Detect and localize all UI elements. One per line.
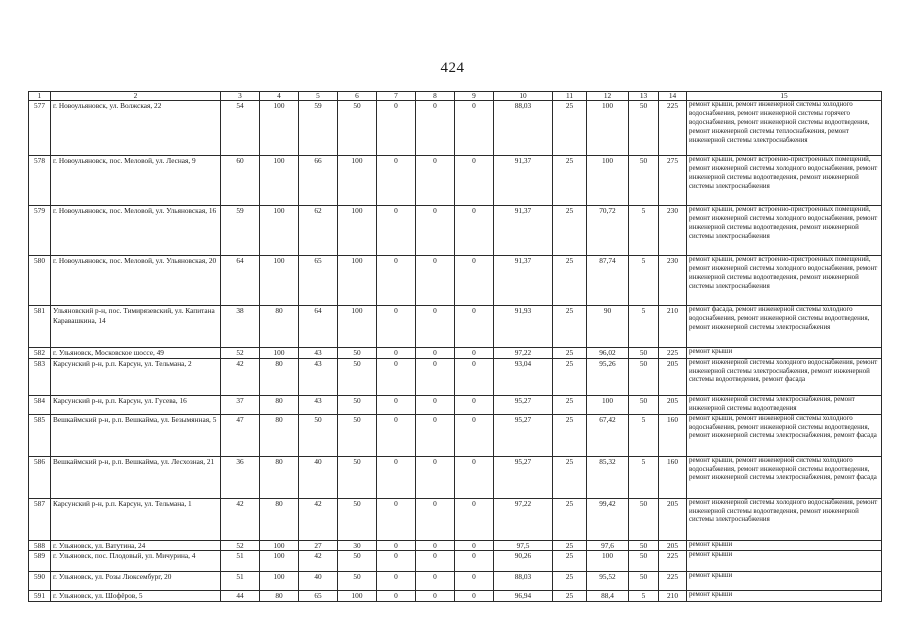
value-cell-col7: 0: [377, 551, 416, 572]
table-row: [29, 395, 882, 414]
value-cell-col14: 275: [659, 156, 687, 206]
value-cell-col12: 100: [587, 156, 629, 206]
value-cell-col3: 51: [221, 572, 260, 591]
value-cell-col7: 0: [377, 540, 416, 551]
value-cell-col3: 64: [221, 256, 260, 306]
table-row: [29, 306, 882, 348]
value-cell-col8: 0: [416, 256, 455, 306]
value-cell-col4: 80: [260, 358, 299, 395]
value-cell-col6: 50: [338, 395, 377, 414]
row-number: 580: [29, 256, 51, 306]
address-cell: г. Ульяновск, ул. Ватутина, 24: [51, 540, 221, 551]
value-cell-col3: 51: [221, 551, 260, 572]
column-header: 15: [687, 92, 882, 101]
value-cell-col4: 100: [260, 551, 299, 572]
works-cell: ремонт инженерной системы электроснабжения, ремонт инженерной системы водоотведения: [687, 395, 882, 414]
value-cell-col12: 95,26: [587, 358, 629, 395]
value-cell-col8: 0: [416, 591, 455, 602]
value-cell-col11: 25: [553, 395, 587, 414]
value-cell-col10: 95,27: [494, 395, 553, 414]
value-cell-col13: 50: [629, 156, 659, 206]
page-number: 424: [440, 60, 465, 76]
value-cell-col10: 88,03: [494, 101, 553, 156]
value-cell-col10: 91,37: [494, 206, 553, 256]
works-cell: ремонт инженерной системы холодного водоснабжения, ремонт инженерной системы электроснабжения, ремонт инженерной системы водоотведения, ремонт фасада: [687, 358, 882, 395]
value-cell-col8: 0: [416, 156, 455, 206]
value-cell-col11: 25: [553, 256, 587, 306]
value-cell-col12: 67,42: [587, 414, 629, 456]
value-cell-col3: 47: [221, 414, 260, 456]
works-cell: ремонт крыши, ремонт встроенно-пристроенных помещений, ремонт инженерной системы холодного водоснабжения, ремонт инженерной системы водоотведения, ремонт инженерной системы электроснабжения: [687, 256, 882, 306]
column-header: 2: [51, 92, 221, 101]
value-cell-col5: 42: [299, 498, 338, 540]
value-cell-col14: 205: [659, 395, 687, 414]
row-number: 589: [29, 551, 51, 572]
address-cell: Карсунский р-н, р.п. Карсун, ул. Тельмана, 1: [51, 498, 221, 540]
value-cell-col12: 87,74: [587, 256, 629, 306]
value-cell-col10: 91,37: [494, 156, 553, 206]
value-cell-col11: 25: [553, 348, 587, 359]
table-row: [29, 540, 882, 551]
value-cell-col5: 43: [299, 348, 338, 359]
value-cell-col8: 0: [416, 498, 455, 540]
value-cell-col5: 42: [299, 551, 338, 572]
table-row: [29, 256, 882, 306]
address-cell: г. Новоульяновск, пос. Меловой, ул. Лесная, 9: [51, 156, 221, 206]
row-number: 582: [29, 348, 51, 359]
value-cell-col14: 160: [659, 456, 687, 498]
value-cell-col3: 59: [221, 206, 260, 256]
row-number: 587: [29, 498, 51, 540]
column-header: 6: [338, 92, 377, 101]
address-cell: Карсунский р-н, р.п. Карсун, ул. Тельмана, 2: [51, 358, 221, 395]
value-cell-col4: 80: [260, 414, 299, 456]
value-cell-col11: 25: [553, 101, 587, 156]
works-cell: ремонт крыши: [687, 572, 882, 591]
value-cell-col14: 225: [659, 348, 687, 359]
value-cell-col3: 36: [221, 456, 260, 498]
value-cell-col4: 80: [260, 498, 299, 540]
column-header: 3: [221, 92, 260, 101]
works-cell: ремонт крыши, ремонт инженерной системы холодного водоснабжения, ремонт инженерной системы горячего водоснабжения, ремонт инженерной системы водоотведения, ремонт инженерной системы теплоснабжения, ремонт инженерной системы электроснабжения: [687, 101, 882, 156]
value-cell-col5: 59: [299, 101, 338, 156]
value-cell-col7: 0: [377, 591, 416, 602]
value-cell-col4: 100: [260, 348, 299, 359]
value-cell-col12: 90: [587, 306, 629, 348]
value-cell-col10: 93,04: [494, 358, 553, 395]
address-cell: Ульяновский р-н, пос. Тимирязевский, ул. Капитана Каравашкина, 14: [51, 306, 221, 348]
value-cell-col6: 50: [338, 551, 377, 572]
row-number: 590: [29, 572, 51, 591]
row-number: 591: [29, 591, 51, 602]
row-number: 579: [29, 206, 51, 256]
column-header: 5: [299, 92, 338, 101]
value-cell-col6: 50: [338, 348, 377, 359]
value-cell-col4: 80: [260, 306, 299, 348]
address-cell: г. Ульяновск, Московское шоссе, 49: [51, 348, 221, 359]
column-header: 12: [587, 92, 629, 101]
value-cell-col9: 0: [455, 456, 494, 498]
value-cell-col3: 60: [221, 156, 260, 206]
column-header: 1: [29, 92, 51, 101]
value-cell-col4: 100: [260, 256, 299, 306]
value-cell-col7: 0: [377, 414, 416, 456]
value-cell-col13: 5: [629, 456, 659, 498]
value-cell-col6: 50: [338, 414, 377, 456]
value-cell-col11: 25: [553, 498, 587, 540]
value-cell-col12: 100: [587, 101, 629, 156]
value-cell-col5: 43: [299, 358, 338, 395]
column-header: 8: [416, 92, 455, 101]
table-body: [29, 101, 882, 602]
value-cell-col7: 0: [377, 206, 416, 256]
value-cell-col10: 90,26: [494, 551, 553, 572]
row-number: 586: [29, 456, 51, 498]
value-cell-col4: 80: [260, 456, 299, 498]
value-cell-col8: 0: [416, 101, 455, 156]
value-cell-col5: 66: [299, 156, 338, 206]
column-header: 7: [377, 92, 416, 101]
row-number: 578: [29, 156, 51, 206]
works-cell: ремонт крыши, ремонт встроенно-пристроенных помещений, ремонт инженерной системы холодного водоснабжения, ремонт инженерной системы водоотведения, ремонт инженерной системы электроснабжения: [687, 206, 882, 256]
value-cell-col3: 42: [221, 498, 260, 540]
value-cell-col13: 5: [629, 591, 659, 602]
value-cell-col8: 0: [416, 348, 455, 359]
value-cell-col14: 225: [659, 572, 687, 591]
value-cell-col13: 50: [629, 358, 659, 395]
value-cell-col11: 25: [553, 306, 587, 348]
value-cell-col4: 100: [260, 206, 299, 256]
column-header: 11: [553, 92, 587, 101]
value-cell-col14: 210: [659, 306, 687, 348]
table-row: [29, 498, 882, 540]
value-cell-col12: 97,6: [587, 540, 629, 551]
column-header: 10: [494, 92, 553, 101]
value-cell-col7: 0: [377, 572, 416, 591]
value-cell-col11: 25: [553, 540, 587, 551]
value-cell-col9: 0: [455, 498, 494, 540]
column-header: 13: [629, 92, 659, 101]
value-cell-col9: 0: [455, 540, 494, 551]
value-cell-col14: 205: [659, 358, 687, 395]
value-cell-col12: 85,32: [587, 456, 629, 498]
table-row: [29, 101, 882, 156]
value-cell-col7: 0: [377, 156, 416, 206]
value-cell-col6: 100: [338, 591, 377, 602]
works-cell: ремонт крыши: [687, 348, 882, 359]
table-row: [29, 206, 882, 256]
address-cell: г. Новоульяновск, ул. Волжская, 22: [51, 101, 221, 156]
value-cell-col4: 80: [260, 591, 299, 602]
column-header: 14: [659, 92, 687, 101]
value-cell-col10: 95,27: [494, 414, 553, 456]
value-cell-col7: 0: [377, 456, 416, 498]
works-cell: ремонт инженерной системы холодного водоснабжения, ремонт инженерной системы водоотведения, ремонт инженерной системы электроснабжения: [687, 498, 882, 540]
value-cell-col8: 0: [416, 551, 455, 572]
capital-repair-table: [28, 91, 882, 602]
value-cell-col10: 96,94: [494, 591, 553, 602]
value-cell-col4: 80: [260, 395, 299, 414]
value-cell-col10: 95,27: [494, 456, 553, 498]
value-cell-col13: 5: [629, 206, 659, 256]
value-cell-col10: 97,22: [494, 348, 553, 359]
value-cell-col11: 25: [553, 156, 587, 206]
address-cell: Вешкаймский р-н, р.п. Вешкайма, ул. Лесхозная, 21: [51, 456, 221, 498]
value-cell-col8: 0: [416, 572, 455, 591]
value-cell-col8: 0: [416, 395, 455, 414]
value-cell-col7: 0: [377, 306, 416, 348]
value-cell-col9: 0: [455, 101, 494, 156]
value-cell-col13: 50: [629, 101, 659, 156]
table-row: [29, 348, 882, 359]
table-row: [29, 456, 882, 498]
value-cell-col4: 100: [260, 101, 299, 156]
value-cell-col12: 100: [587, 395, 629, 414]
value-cell-col8: 0: [416, 414, 455, 456]
value-cell-col12: 99,42: [587, 498, 629, 540]
value-cell-col9: 0: [455, 206, 494, 256]
value-cell-col6: 100: [338, 256, 377, 306]
value-cell-col11: 25: [553, 572, 587, 591]
value-cell-col9: 0: [455, 551, 494, 572]
value-cell-col11: 25: [553, 206, 587, 256]
value-cell-col7: 0: [377, 256, 416, 306]
value-cell-col13: 50: [629, 348, 659, 359]
works-cell: ремонт крыши: [687, 551, 882, 572]
value-cell-col8: 0: [416, 540, 455, 551]
value-cell-col14: 205: [659, 498, 687, 540]
table-row: [29, 358, 882, 395]
value-cell-col6: 50: [338, 498, 377, 540]
value-cell-col11: 25: [553, 591, 587, 602]
value-cell-col13: 5: [629, 414, 659, 456]
value-cell-col3: 54: [221, 101, 260, 156]
row-number: 585: [29, 414, 51, 456]
value-cell-col4: 100: [260, 540, 299, 551]
value-cell-col5: 40: [299, 572, 338, 591]
value-cell-col10: 91,93: [494, 306, 553, 348]
value-cell-col8: 0: [416, 206, 455, 256]
works-cell: ремонт крыши: [687, 591, 882, 602]
value-cell-col14: 210: [659, 591, 687, 602]
column-header: 9: [455, 92, 494, 101]
value-cell-col9: 0: [455, 591, 494, 602]
value-cell-col11: 25: [553, 456, 587, 498]
value-cell-col11: 25: [553, 414, 587, 456]
value-cell-col12: 100: [587, 551, 629, 572]
value-cell-col14: 225: [659, 551, 687, 572]
value-cell-col9: 0: [455, 156, 494, 206]
value-cell-col5: 62: [299, 206, 338, 256]
value-cell-col13: 5: [629, 256, 659, 306]
value-cell-col9: 0: [455, 395, 494, 414]
value-cell-col6: 50: [338, 101, 377, 156]
value-cell-col6: 50: [338, 456, 377, 498]
value-cell-col9: 0: [455, 572, 494, 591]
value-cell-col5: 64: [299, 306, 338, 348]
value-cell-col9: 0: [455, 348, 494, 359]
address-cell: г. Ульяновск, пос. Плодовый, ул. Мичурина, 4: [51, 551, 221, 572]
value-cell-col13: 50: [629, 540, 659, 551]
value-cell-col5: 50: [299, 414, 338, 456]
value-cell-col6: 100: [338, 156, 377, 206]
value-cell-col7: 0: [377, 348, 416, 359]
value-cell-col11: 25: [553, 551, 587, 572]
value-cell-col5: 65: [299, 256, 338, 306]
value-cell-col3: 38: [221, 306, 260, 348]
value-cell-col9: 0: [455, 306, 494, 348]
address-cell: Вешкаймский р-н, р.п. Вешкайма, ул. Безымянная, 5: [51, 414, 221, 456]
value-cell-col10: 97,22: [494, 498, 553, 540]
value-cell-col13: 50: [629, 551, 659, 572]
row-number: 583: [29, 358, 51, 395]
value-cell-col8: 0: [416, 358, 455, 395]
address-cell: г. Новоульяновск, пос. Меловой, ул. Ульяновская, 16: [51, 206, 221, 256]
address-cell: г. Ульяновск, ул. Шофёров, 5: [51, 591, 221, 602]
value-cell-col5: 43: [299, 395, 338, 414]
value-cell-col12: 95,52: [587, 572, 629, 591]
value-cell-col11: 25: [553, 358, 587, 395]
works-cell: ремонт крыши, ремонт инженерной системы холодного водоснабжения, ремонт инженерной системы водоотведения, ремонт инженерной системы электроснабжения, ремонт фасада: [687, 414, 882, 456]
works-cell: ремонт фасада, ремонт инженерной системы холодного водоснабжения, ремонт инженерной системы водоотведения, ремонт инженерной системы электроснабжения: [687, 306, 882, 348]
value-cell-col6: 30: [338, 540, 377, 551]
row-number: 581: [29, 306, 51, 348]
value-cell-col7: 0: [377, 358, 416, 395]
address-cell: г. Новоульяновск, пос. Меловой, ул. Ульяновская, 20: [51, 256, 221, 306]
value-cell-col9: 0: [455, 358, 494, 395]
value-cell-col13: 50: [629, 498, 659, 540]
value-cell-col10: 88,03: [494, 572, 553, 591]
address-cell: г. Ульяновск, ул. Розы Люксембург, 20: [51, 572, 221, 591]
value-cell-col10: 97,5: [494, 540, 553, 551]
value-cell-col14: 205: [659, 540, 687, 551]
value-cell-col7: 0: [377, 101, 416, 156]
value-cell-col5: 40: [299, 456, 338, 498]
value-cell-col7: 0: [377, 395, 416, 414]
value-cell-col14: 230: [659, 206, 687, 256]
value-cell-col8: 0: [416, 306, 455, 348]
address-cell: Карсунский р-н, р.п. Карсун, ул. Гусева, 16: [51, 395, 221, 414]
value-cell-col14: 230: [659, 256, 687, 306]
table-row: [29, 156, 882, 206]
table-row: [29, 551, 882, 572]
value-cell-col3: 37: [221, 395, 260, 414]
value-cell-col4: 100: [260, 156, 299, 206]
value-cell-col12: 96,02: [587, 348, 629, 359]
value-cell-col10: 91,37: [494, 256, 553, 306]
table-row: [29, 591, 882, 602]
table-row: [29, 572, 882, 591]
row-number: 577: [29, 101, 51, 156]
row-number: 584: [29, 395, 51, 414]
value-cell-col3: 42: [221, 358, 260, 395]
value-cell-col6: 100: [338, 206, 377, 256]
value-cell-col8: 0: [416, 456, 455, 498]
value-cell-col3: 52: [221, 348, 260, 359]
value-cell-col6: 50: [338, 358, 377, 395]
value-cell-col7: 0: [377, 498, 416, 540]
column-number-row: [29, 92, 882, 101]
value-cell-col3: 52: [221, 540, 260, 551]
value-cell-col12: 88,4: [587, 591, 629, 602]
value-cell-col5: 65: [299, 591, 338, 602]
works-cell: ремонт крыши, ремонт инженерной системы холодного водоснабжения, ремонт инженерной системы водоотведения, ремонт инженерной системы электроснабжения, ремонт фасада: [687, 456, 882, 498]
value-cell-col13: 5: [629, 306, 659, 348]
table-row: [29, 414, 882, 456]
value-cell-col5: 27: [299, 540, 338, 551]
value-cell-col9: 0: [455, 414, 494, 456]
value-cell-col14: 225: [659, 101, 687, 156]
value-cell-col4: 100: [260, 572, 299, 591]
value-cell-col14: 160: [659, 414, 687, 456]
value-cell-col12: 70,72: [587, 206, 629, 256]
works-cell: ремонт крыши: [687, 540, 882, 551]
value-cell-col13: 50: [629, 395, 659, 414]
column-header: 4: [260, 92, 299, 101]
value-cell-col6: 100: [338, 306, 377, 348]
value-cell-col13: 50: [629, 572, 659, 591]
value-cell-col9: 0: [455, 256, 494, 306]
works-cell: ремонт крыши, ремонт встроенно-пристроенных помещений, ремонт инженерной системы холодного водоснабжения, ремонт инженерной системы водоотведения, ремонт инженерной системы электроснабжения: [687, 156, 882, 206]
value-cell-col6: 50: [338, 572, 377, 591]
row-number: 588: [29, 540, 51, 551]
value-cell-col3: 44: [221, 591, 260, 602]
